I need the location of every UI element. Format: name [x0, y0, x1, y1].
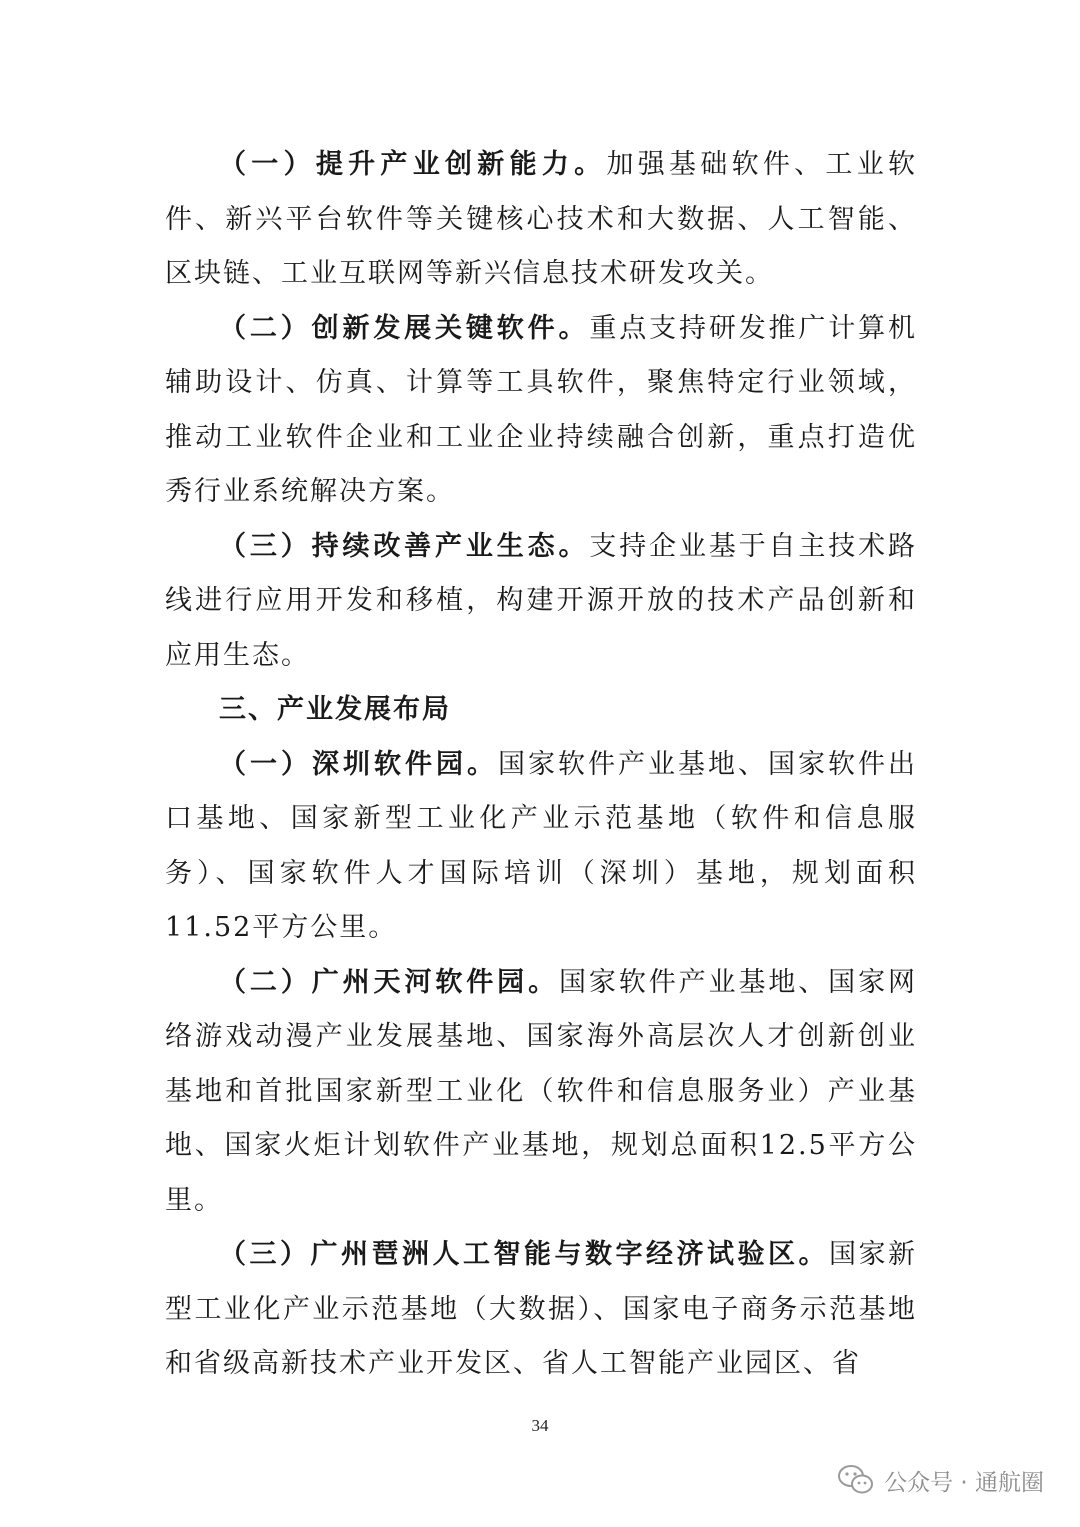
- page-number: 34: [531, 1416, 549, 1435]
- paragraph: [165, 302, 917, 520]
- paragraph-text: 国家新型工业化产业示范基地（大数据）、国家电子商务示范基地和省级高新技术产业开发区、省人工智能产业园区、省: [165, 1239, 917, 1379]
- paragraph-lead: （二）广州天河软件园。: [219, 966, 559, 998]
- paragraph-lead: （一）提升产业创新能力。: [219, 149, 607, 180]
- paragraph-lead: （一）深圳软件园。: [219, 748, 498, 780]
- body-text: [165, 138, 917, 1392]
- paragraph: [165, 738, 917, 956]
- watermark-text: 公众号 · 通航圈: [884, 1469, 1044, 1496]
- paragraph: [165, 520, 917, 684]
- paragraph-lead: （三）广州琶洲人工智能与数字经济试验区。: [219, 1239, 829, 1270]
- paragraph-text: 国家软件产业基地、国家软件出口基地、国家新型工业化产业示范基地（软件和信息服务）、国家软件人才国际培训（深圳）基地，规划面积11.52平方公里。: [165, 748, 917, 943]
- paragraph-text: 支持企业基于自主技术路线进行应用开发和移植，构建开源开放的技术产品创新和应用生态。: [165, 530, 918, 671]
- paragraph-text: 加强基础软件、工业软件、新兴平台软件等关键核心技术和大数据、人工智能、区块链、工业互联网等新兴信息技术研发攻关。: [165, 149, 918, 289]
- paragraph-text: 国家软件产业基地、国家网络游戏动漫产业发展基地、国家海外高层次人才创新创业基地和首批国家新型工业化（软件和信息服务业）产业基地、国家火炬计划软件产业基地，规划总面积12.5平方公里。: [165, 966, 917, 1216]
- paragraph-lead: （二）创新发展关键软件。: [219, 312, 590, 344]
- paragraph: [165, 1228, 917, 1392]
- paragraph-lead: （三）持续改善产业生态。: [219, 530, 590, 562]
- paragraph: [165, 956, 917, 1229]
- paragraph: [165, 138, 917, 302]
- section-heading: 三、产业发展布局: [219, 694, 451, 725]
- wechat-icon: [838, 1464, 874, 1496]
- paragraph-text: 重点支持研发推广计算机辅助设计、仿真、计算等工具软件，聚焦特定行业领域，推动工业软件企业和工业企业持续融合创新，重点打造优秀行业系统解决方案。: [165, 312, 918, 507]
- watermark: [838, 1460, 1044, 1500]
